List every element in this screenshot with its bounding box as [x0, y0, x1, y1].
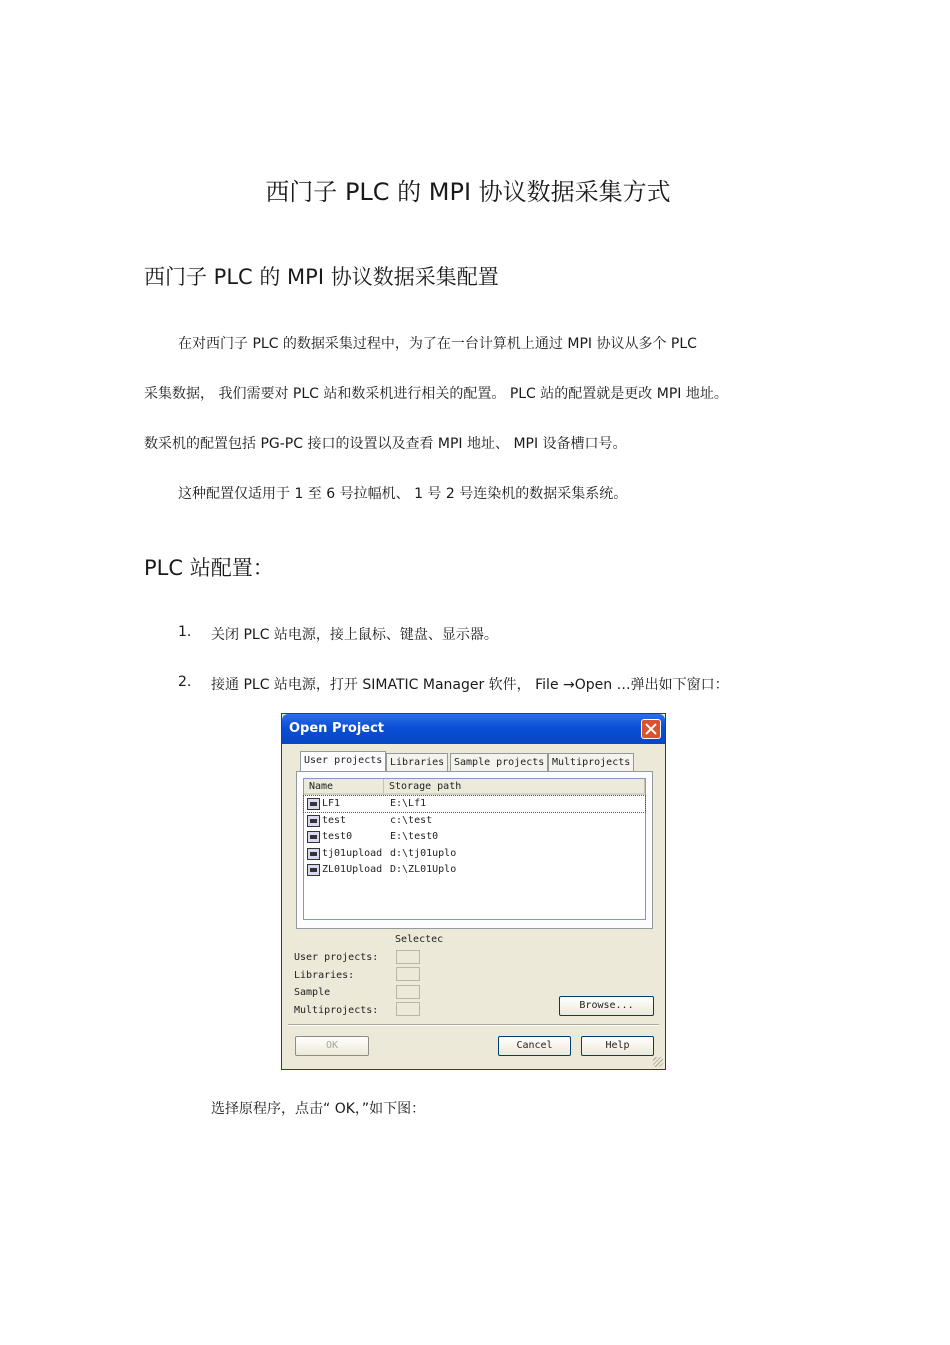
project-path: D:\ZL01Uplo: [390, 864, 457, 875]
project-icon: [307, 864, 320, 876]
column-header-storage-path[interactable]: Storage path: [384, 779, 645, 795]
dialog-titlebar: [282, 714, 665, 744]
project-name: tj01upload: [322, 848, 383, 859]
step-text: 关闭 PLC 站电源，接上鼠标、键盘、显示器。: [211, 627, 498, 643]
list-item[interactable]: [304, 813, 645, 829]
dialog-title: Open Project: [289, 721, 385, 736]
count-field-sample: [396, 985, 420, 999]
project-path: E:\Lf1: [390, 798, 427, 809]
paragraph-line: 数采机的配置包括 PG-PC 接口的设置以及查看 MPI 地址、 MPI 设备槽口号。: [144, 436, 627, 452]
selected-header: Selectec: [395, 934, 444, 945]
project-name: ZL01Upload: [322, 864, 383, 875]
project-icon: [307, 798, 320, 810]
project-icon: [307, 815, 320, 827]
tab-user-projects[interactable]: User projects: [300, 751, 386, 772]
list-item[interactable]: [304, 829, 645, 845]
project-path: d:\tj01uplo: [390, 848, 457, 859]
label-libraries: Libraries:: [294, 970, 355, 981]
project-icon: [307, 848, 320, 860]
step-number: 2.: [178, 674, 192, 690]
divider: [288, 1024, 659, 1026]
tab-sample-projects[interactable]: Sample projects: [450, 753, 548, 771]
count-field-libraries: [396, 967, 420, 981]
page-title: 西门子 PLC 的 MPI 协议数据采集方式: [265, 178, 671, 206]
help-button[interactable]: Help: [581, 1036, 654, 1056]
ok-button[interactable]: OK: [295, 1036, 369, 1056]
list-item[interactable]: [304, 862, 645, 878]
paragraph-line: 在对西门子 PLC 的数据采集过程中，为了在一台计算机上通过 MPI 协议从多个 PLC: [178, 336, 697, 352]
section-heading-mpi-config: 西门子 PLC 的 MPI 协议数据采集配置: [144, 265, 499, 289]
label-multiprojects: Multiprojects:: [294, 1005, 379, 1016]
project-path: E:\test0: [390, 831, 439, 842]
project-list[interactable]: [303, 778, 646, 920]
column-header-name[interactable]: Name: [304, 779, 384, 795]
figure-caption-text: 选择原程序，点击“ OK，”如下图：: [211, 1101, 426, 1117]
cancel-button[interactable]: Cancel: [498, 1036, 571, 1056]
project-icon: [307, 831, 320, 843]
paragraph-line: 采集数据， 我们需要对 PLC 站和数采机进行相关的配置。 PLC 站的配置就是更改 MPI 地址。: [144, 386, 728, 402]
paragraph-scope: 这种配置仅适用于 1 至 6 号拉幅机、 1 号 2 号连染机的数据采集系统。: [178, 486, 628, 502]
step-text: 接通 PLC 站电源，打开 SIMATIC Manager 软件， File →Open …弹出如下窗口：: [211, 677, 729, 693]
project-path: c:\test: [390, 815, 433, 826]
tab-libraries[interactable]: Libraries: [386, 753, 448, 771]
step-number: 1.: [178, 624, 192, 640]
count-field-multiprojects: [396, 1002, 420, 1016]
count-field-user-projects: [396, 950, 420, 964]
browse-button[interactable]: Browse...: [559, 996, 654, 1016]
label-user-projects: User projects:: [294, 952, 379, 963]
resize-grip-icon[interactable]: [653, 1057, 663, 1067]
project-name: test: [322, 815, 347, 826]
close-icon[interactable]: [641, 719, 661, 739]
tab-panel: [296, 771, 653, 929]
list-item[interactable]: [304, 796, 645, 812]
section-heading-plc-station: PLC 站配置：: [144, 556, 274, 580]
open-project-dialog: [281, 713, 666, 1070]
project-name: LF1: [322, 798, 341, 809]
list-item[interactable]: [304, 846, 645, 862]
tab-multiprojects[interactable]: Multiprojects: [548, 753, 634, 771]
project-name: test0: [322, 831, 353, 842]
label-sample: Sample: [294, 987, 331, 998]
